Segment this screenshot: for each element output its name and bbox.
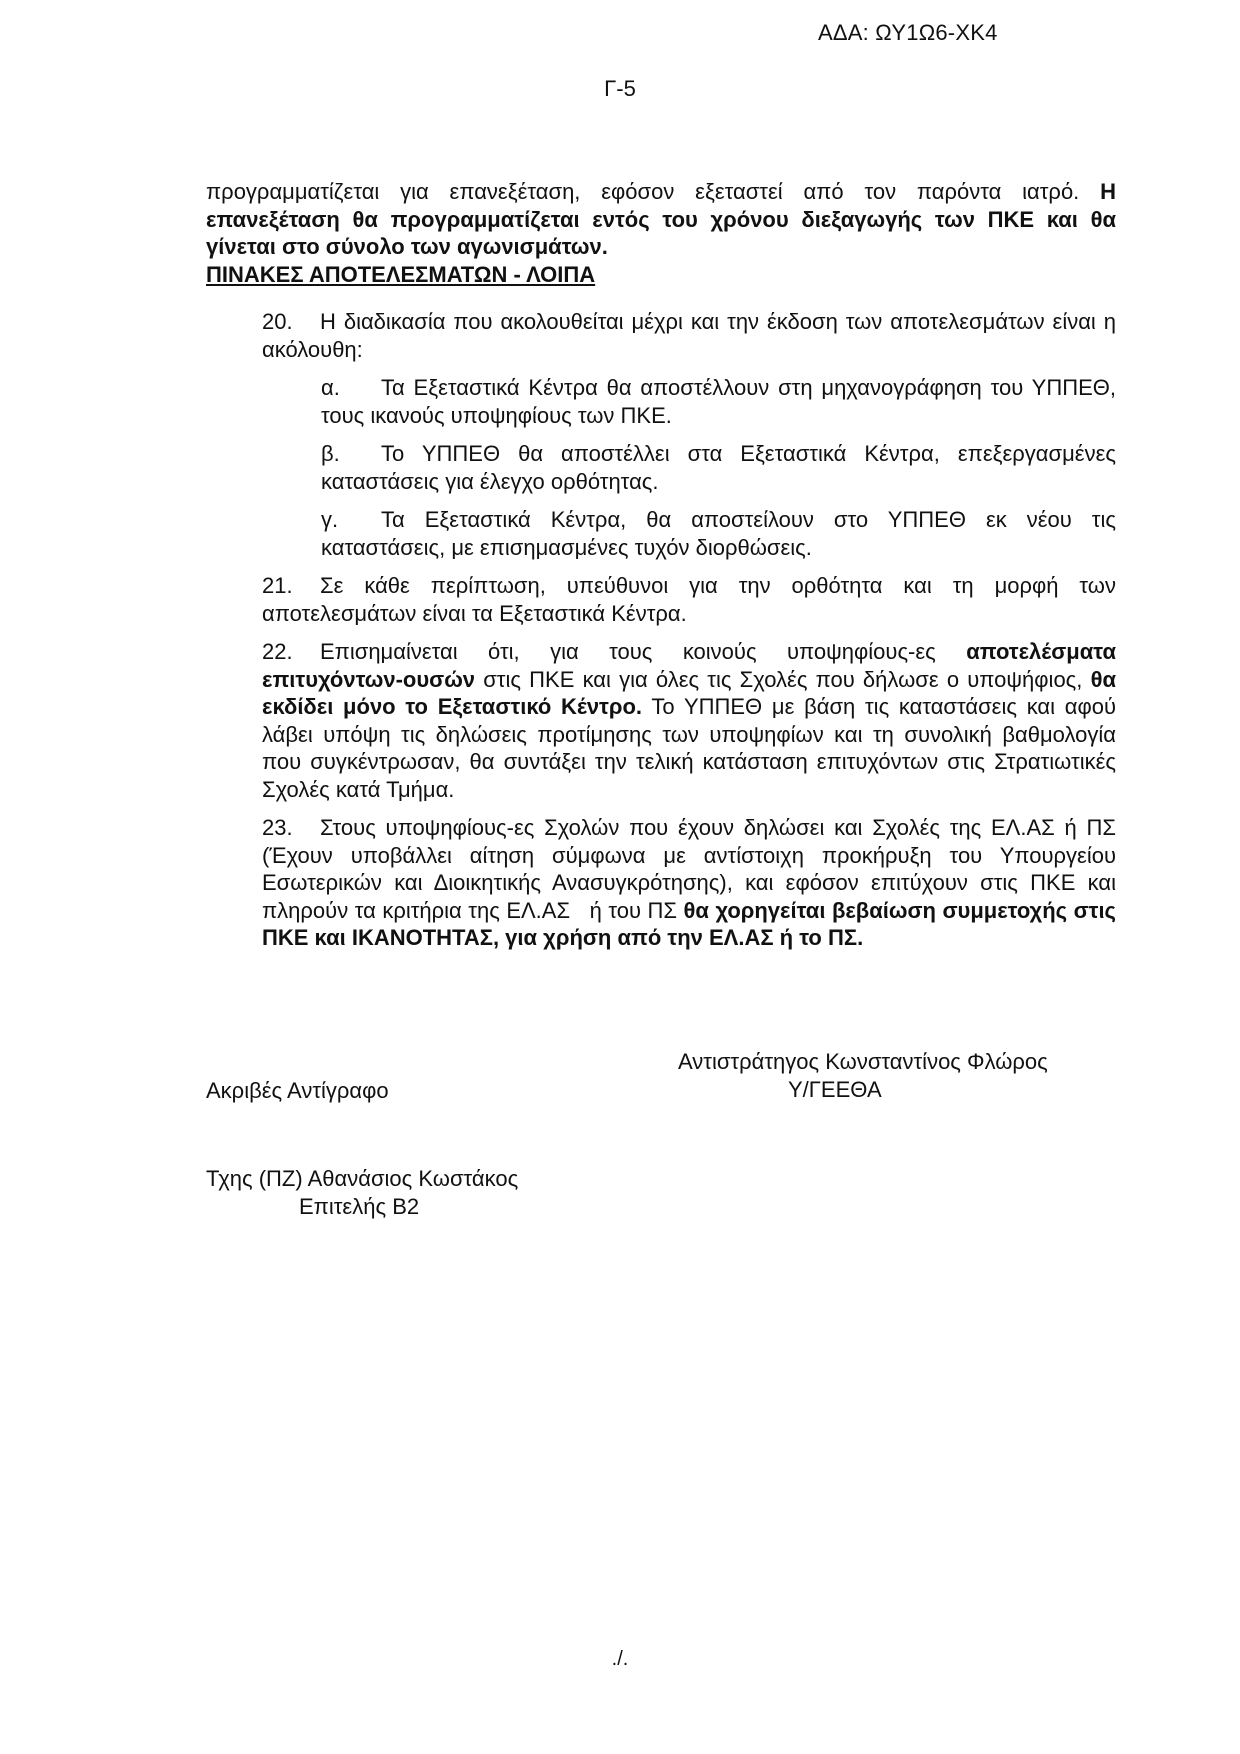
paragraph-21 (206, 572, 1116, 627)
paragraph-text: Η διαδικασία που ακολουθείται μέχρι και την έκδοση των αποτελεσμάτων είναι η ακόλουθη: (262, 309, 1116, 362)
certifying-officer-block (206, 1165, 518, 1221)
continuation-bold-text: Η επανεξέταση θα προγραμματίζεται εντός του χρόνου διεξαγωγής των ΠΚΕ και θα γίνεται στο σύνολο των αγωνισμάτων. (206, 179, 1116, 259)
document-body (206, 178, 1116, 952)
sub-item-letter: α. (321, 375, 340, 400)
paragraph-22 (206, 638, 1116, 803)
officer-name: Τχης (ΠΖ) Αθανάσιος Κωστάκος (206, 1166, 519, 1191)
continuation-mark: ./. (611, 1648, 629, 1670)
paragraph-23 (206, 814, 1116, 952)
sub-item-b (206, 440, 1116, 495)
sub-item-letter: β. (321, 441, 340, 466)
paragraph-number: 23. (262, 815, 293, 840)
ada-code: ΑΔΑ: ΩΥ1Ω6-ΧΚ4 (818, 20, 998, 45)
paragraph-number: 21. (262, 573, 293, 598)
paragraph-20 (206, 308, 1116, 363)
paragraph-number: 20. (262, 309, 293, 334)
certified-copy-label: Ακριβές Αντίγραφο (206, 1078, 389, 1103)
section-heading: ΠΙΝΑΚΕΣ ΑΠΟΤΕΛΕΣΜΑΤΩΝ - ΛΟΙΠΑ (206, 261, 596, 287)
sub-item-text: Το ΥΠΠΕΘ θα αποστέλλει στα Εξεταστικά Κέντρα, επεξεργασμένες καταστάσεις για έλεγχο ορθότητας. (321, 441, 1116, 494)
paragraph-bold-text: θα χορηγείται βεβαίωση συμμετοχής στις ΠΚΕ και ΙΚΑΝΟΤΗΤΑΣ, για χρήση από την ΕΛ.ΑΣ ή το ΠΣ. (262, 897, 1116, 950)
sub-item-text: Τα Εξεταστικά Κέντρα θα αποστέλλουν στη μηχανογράφηση του ΥΠΠΕΘ, τους ικανούς υποψηφίους των ΠΚΕ. (321, 375, 1116, 428)
paragraph-text: Το ΥΠΠΕΘ με βάση τις καταστάσεις και αφού λάβει υπόψη τις δηλώσεις προτίμησης των υποψηφίων και τη συνολική βαθμολογία που συγκέντρωσαν, θα συντάξει την τελική κατάσταση επιτυχόντων στις Στρατιωτικές Σχολές κατά Τμήμα. (262, 694, 1117, 802)
paragraph-bold-text: θα εκδίδει μόνο το Εξεταστικό Κέντρο. (262, 666, 1116, 719)
continuation-text: προγραμματίζεται για επανεξέταση, εφόσον εξεταστεί από τον παρόντα ιατρό. (206, 179, 1101, 204)
signatory-block (678, 1048, 1048, 1104)
continuation-paragraph (206, 178, 1116, 261)
paragraph-text: Στους υποψηφίους-ες Σχολών που έχουν δηλώσει και Σχολές της ΕΛ.ΑΣ ή ΠΣ (Έχουν υποβάλλει αίτηση σύμφωνα με αντίστοιχη προκήρυξη του Υπουργείου Εσωτερικών και Διοικητικής Ανασυγκρότησης), και εφόσον επιτύχουν στις ΠΚΕ και πληρούν τα κριτήρια της ΕΛ.ΑΣ ή του ΠΣ (262, 815, 1116, 923)
paragraph-bold-text: αποτελέσματα επιτυχόντων-ουσών (262, 639, 1116, 692)
sub-item-c (206, 506, 1116, 561)
paragraph-number: 22. (262, 639, 293, 664)
officer-title: Επιτελής Β2 (299, 1194, 420, 1219)
signatory-title: Υ/ΓΕΕΘΑ (788, 1077, 882, 1102)
page-number: Γ-5 (604, 76, 636, 101)
paragraph-text: στις ΠΚΕ και για όλες τις Σχολές που δήλωσε ο υποψήφιος, (475, 666, 1091, 692)
signatory-name: Αντιστράτηγος Κωνσταντίνος Φλώρος (678, 1049, 1048, 1074)
sub-item-letter: γ. (321, 507, 339, 532)
paragraph-text: Σε κάθε περίπτωση, υπεύθυνοι για την ορθότητα και τη μορφή των αποτελεσμάτων είναι τα Εξεταστικά Κέντρα. (262, 573, 1116, 626)
sub-item-a (206, 374, 1116, 429)
paragraph-text: Επισημαίνεται ότι, για τους κοινούς υποψηφίους-ες (320, 639, 967, 664)
sub-item-text: Τα Εξεταστικά Κέντρα, θα αποστείλουν στο ΥΠΠΕΘ εκ νέου τις καταστάσεις, με επισημασμένες τυχόν διορθώσεις. (321, 507, 1116, 560)
